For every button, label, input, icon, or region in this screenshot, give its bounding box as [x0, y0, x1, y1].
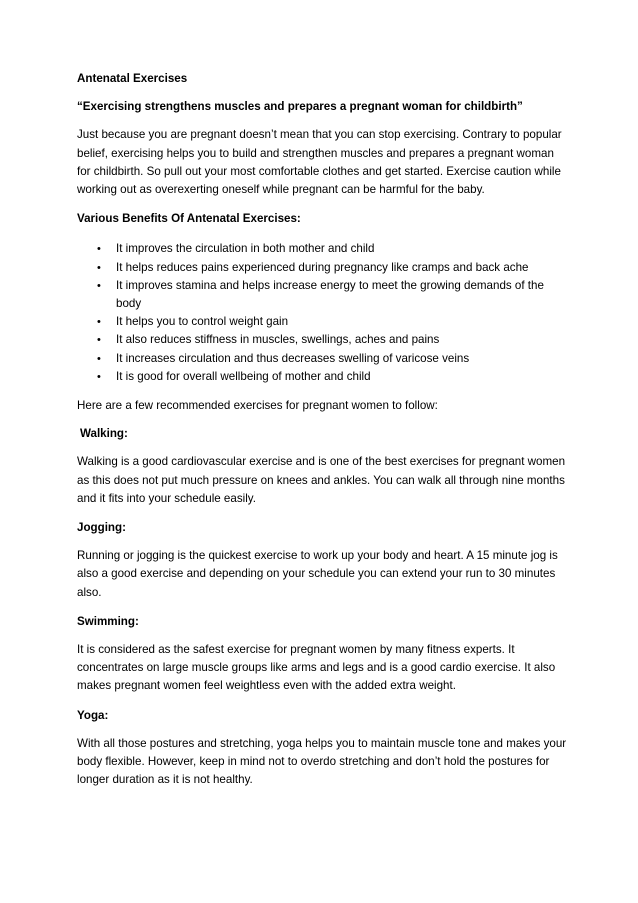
bullet-icon: •: [97, 370, 101, 383]
list-item: • It improves the circulation in both mother and child: [77, 240, 567, 258]
bullet-icon: •: [97, 261, 101, 274]
section-heading-swimming: Swimming:: [77, 614, 139, 628]
recommend-intro: Here are a few recommended exercises for pregnant women to follow:: [77, 399, 438, 413]
section-body-yoga: With all those postures and stretching, yoga helps you to maintain muscle tone and makes your body flexible. However, keep in mind not to overdo stretching and don’t hold the postures for longer duration as it is not healthy.: [77, 736, 567, 787]
list-item: • It also reduces stiffness in muscles, swellings, aches and pains: [77, 331, 567, 349]
document-page: [77, 70, 567, 790]
bullet-icon: •: [97, 352, 101, 365]
benefits-list: [77, 240, 567, 386]
list-item: • It increases circulation and thus decreases swelling of varicose veins: [77, 350, 567, 368]
section-heading-yoga: Yoga:: [77, 708, 109, 722]
list-item: • It improves stamina and helps increase energy to meet the growing demands of the body: [97, 278, 544, 311]
list-item: • It helps reduces pains experienced during pregnancy like cramps and back ache: [77, 259, 567, 277]
bullet-icon: •: [97, 316, 101, 329]
bullet-icon: •: [97, 279, 101, 292]
section-body-jogging: Running or jogging is the quickest exercise to work up your body and heart. A 15 minute jog is also a good exercise and depending on your schedule you can extend your run to 30 minutes also.: [77, 549, 558, 599]
bullet-icon: •: [97, 243, 101, 256]
intro-paragraph: Just because you are pregnant doesn’t mean that you can stop exercising. Contrary to popular belief, exercising helps you to build and strengthen muscles and prepares a pregnant woman for childbirth. So pull out your most comfortable clothes and get started. Exercise caution while working out as overexerting oneself while pregnant can be harmful for the baby.: [77, 128, 562, 197]
section-heading-jogging: Jogging:: [77, 521, 126, 535]
page-title: Antenatal Exercises: [77, 72, 188, 85]
section-body-walking: Walking is a good cardiovascular exercise and is one of the best exercises for pregnant women as this does not put much pressure on knees and ankles. You can walk all through nine months and it fits into your schedule easily.: [77, 455, 566, 505]
list-item: • It is good for overall wellbeing of mother and child: [77, 368, 567, 386]
section-heading-walking: Walking:: [80, 427, 128, 441]
benefits-heading: Various Benefits Of Antenatal Exercises:: [77, 212, 301, 226]
list-item: • It helps you to control weight gain: [77, 313, 567, 331]
bullet-icon: •: [97, 334, 101, 347]
pull-quote: “Exercising strengthens muscles and prepares a pregnant woman for childbirth”: [77, 100, 523, 114]
section-body-swimming: It is considered as the safest exercise for pregnant women by many fitness experts. It concentrates on large muscle groups like arms and legs and is a good cardio exercise. It also makes pregnant women feel weightless even with the added extra weight.: [77, 643, 556, 693]
